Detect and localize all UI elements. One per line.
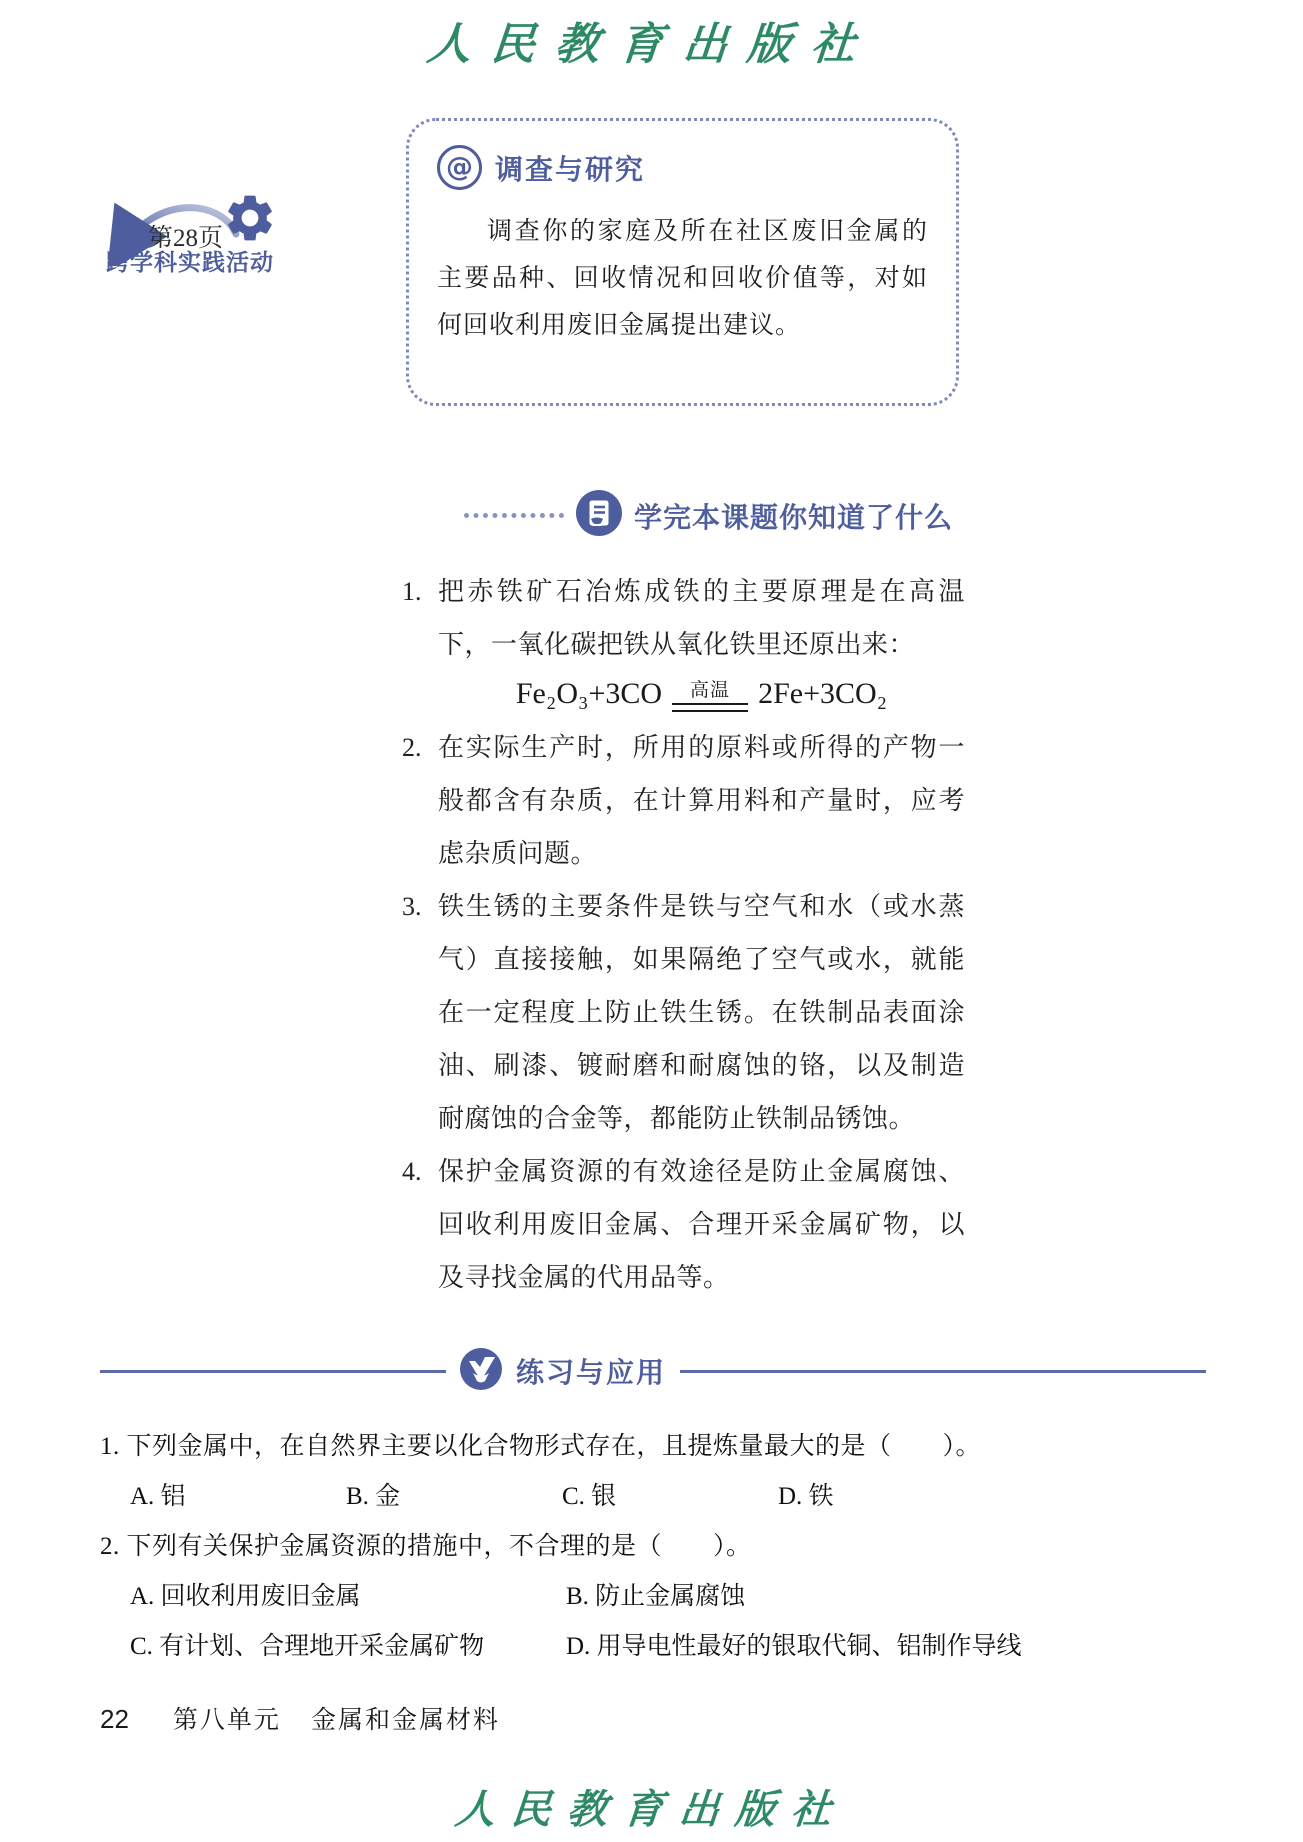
at-icon: @: [437, 145, 482, 190]
practice-icon: [460, 1348, 502, 1395]
item-text: 保护金属资源的有效途径是防止金属腐蚀、回收利用废旧金属、合理开采金属矿物，以及寻找金属的代用品等。: [438, 1157, 965, 1292]
equation-rhs: 2Fe+3CO₂: [758, 677, 888, 710]
survey-header: [437, 145, 928, 190]
knowledge-item-4: [402, 1145, 965, 1304]
page-number: 22: [100, 1704, 129, 1734]
knowledge-item-3: [402, 880, 965, 1145]
option-d: D. 用导电性最好的银取代铜、铝制作导线: [566, 1633, 1022, 1660]
equation-lhs: Fe₂O₃+3CO: [515, 677, 663, 710]
option-c: C. 银: [562, 1483, 617, 1510]
publisher-logo-bottom: 人民教育出版社: [453, 1786, 850, 1833]
item-text: 在实际生产时，所用的原料或所得的产物一般都含有杂质，在计算用料和产量时，应考虑杂质问题。: [438, 733, 965, 868]
badge-page-ref: 第28页: [148, 225, 224, 252]
footer-unit-title: 金属和金属材料: [310, 1707, 500, 1734]
survey-body-text: 调查你的家庭及所在社区废旧金属的主要品种、回收情况和回收价值等，对如何回收利用废旧金属提出建议。: [437, 218, 928, 339]
publisher-logo-top: 人民教育出版社: [424, 19, 878, 70]
condition-text: 高温: [690, 680, 731, 701]
knowledge-heading: [402, 490, 965, 541]
option-b: B. 金: [346, 1483, 401, 1510]
booklet-icon: [576, 490, 622, 541]
cross-discipline-badge: [106, 192, 280, 275]
option-a: A. 铝: [130, 1483, 186, 1510]
knowledge-item-2: [402, 721, 965, 880]
practice-title: 练习与应用: [516, 1357, 667, 1388]
footer-unit: 第八单元: [172, 1707, 281, 1734]
page-footer: [100, 1700, 500, 1736]
option-a: A. 回收利用废旧金属: [130, 1583, 361, 1610]
questions-section: [100, 1422, 1208, 1672]
badge-label: 跨学科实践活动: [106, 249, 274, 275]
item-number: 2.: [402, 733, 422, 762]
knowledge-title: 学完本课题你知道了什么: [633, 501, 953, 533]
item-number: 1.: [402, 577, 422, 606]
option-d: D. 铁: [778, 1483, 834, 1510]
double-line-yields: [672, 703, 748, 712]
knowledge-item-1: [402, 565, 965, 671]
item-number: 4.: [402, 1157, 422, 1186]
survey-research-box: [406, 118, 959, 406]
knowledge-summary-section: [402, 490, 965, 1304]
survey-title: 调查与研究: [495, 153, 646, 185]
gear-icon: [222, 190, 278, 251]
option-c: C. 有计划、合理地开采金属矿物: [130, 1633, 485, 1660]
divider-line-right: [680, 1370, 1206, 1373]
divider-line-left: [100, 1370, 446, 1373]
question-1: 1. 下列金属中，在自然界主要以化合物形式存在，且提炼量最大的是（ ）。: [100, 1433, 982, 1460]
dotted-leader-left: [464, 513, 564, 518]
item-text: 把赤铁矿石冶炼成铁的主要原理是在高温下，一氧化碳把铁从氧化铁里还原出来：: [438, 577, 965, 659]
question-2-options: [130, 1572, 1208, 1672]
practice-divider: [100, 1350, 1206, 1392]
item-number: 3.: [402, 892, 422, 921]
option-b: B. 防止金属腐蚀: [566, 1583, 746, 1610]
question-2: 2. 下列有关保护金属资源的措施中，不合理的是（ ）。: [100, 1533, 752, 1560]
equation-condition: [672, 680, 748, 712]
question-1-options: [130, 1472, 1208, 1522]
item-text: 铁生锈的主要条件是铁与空气和水（或水蒸气）直接接触，如果隔绝了空气或水，就能在一定程度上防止铁生锈。在铁制品表面涂油、刷漆、镀耐磨和耐腐蚀的铬，以及制造耐腐蚀的合金等，都能防止铁制品锈蚀。: [438, 892, 965, 1133]
chemical-equation: [438, 677, 965, 711]
